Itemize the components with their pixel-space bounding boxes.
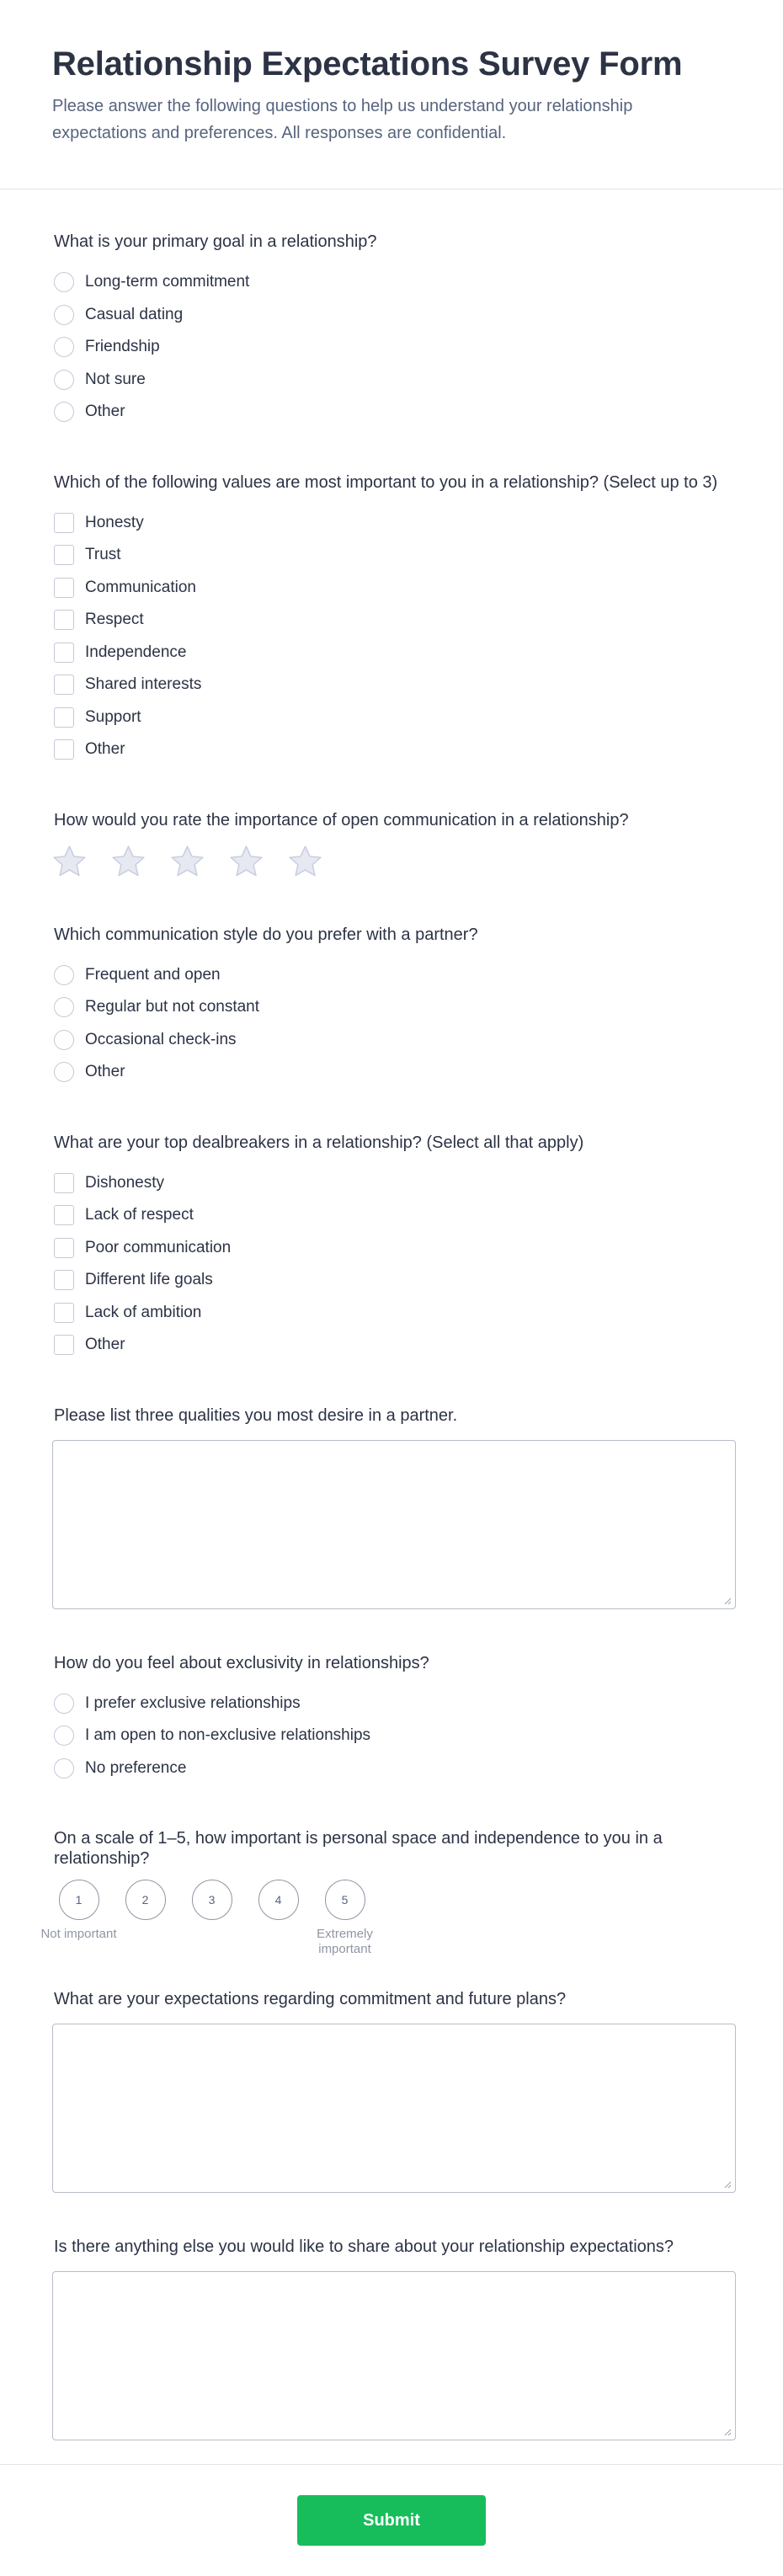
option-label: Honesty (85, 513, 144, 531)
scale-option-4[interactable]: 4 (258, 1880, 299, 1920)
option-label: I am open to non-exclusive relationships (85, 1726, 371, 1745)
form-description: Please answer the following questions to help us understand your relationship expectations and preferences. All responses are confidential. (52, 97, 633, 142)
scale-min-caption: Not important (40, 1927, 117, 1941)
option-label: Trust (85, 546, 121, 564)
star-icon[interactable] (168, 843, 206, 881)
checkbox-option[interactable] (54, 604, 736, 637)
question-commitment-expectations (54, 1989, 736, 2193)
scale-item (245, 1880, 312, 1957)
radio-option[interactable] (54, 1024, 736, 1057)
option-label: Other (85, 403, 125, 421)
scale-item (112, 1880, 178, 1957)
question-label: Is there anything else you would like to share about your relationship expectations? (54, 2237, 674, 2256)
checkbox-option[interactable] (54, 733, 736, 766)
checkbox-option[interactable] (54, 507, 736, 540)
option-label: Long-term commitment (85, 273, 250, 291)
checkbox[interactable] (54, 578, 74, 598)
option-label: Casual dating (85, 305, 184, 323)
checkbox-option[interactable] (54, 1264, 736, 1297)
scale-item (312, 1880, 378, 1957)
radio-option[interactable] (54, 364, 736, 397)
question-label: What are your top dealbreakers in a relationship? (Select all that apply) (54, 1133, 584, 1152)
option-label: Respect (85, 611, 144, 629)
checkbox-option[interactable] (54, 572, 736, 605)
radio-option[interactable] (54, 331, 736, 364)
scale-option-3[interactable]: 3 (192, 1880, 232, 1920)
checkbox[interactable] (54, 1205, 74, 1225)
option-label: Shared interests (85, 675, 202, 694)
radio-button[interactable] (54, 965, 74, 985)
checkbox[interactable] (54, 610, 74, 630)
option-label: Lack of ambition (85, 1303, 202, 1321)
checkbox-option[interactable] (54, 701, 736, 734)
option-label: Other (85, 1063, 125, 1081)
checkbox[interactable] (54, 675, 74, 695)
scale-max-caption: Extremely important (317, 1927, 373, 1956)
option-label: Not sure (85, 370, 146, 388)
option-label: Different life goals (85, 1271, 213, 1289)
form-header (0, 0, 783, 189)
scale-option-5[interactable]: 5 (325, 1880, 365, 1920)
option-label: Communication (85, 578, 196, 596)
option-label: Regular but not constant (85, 998, 260, 1016)
radio-option[interactable] (54, 266, 736, 299)
radio-option[interactable] (54, 396, 736, 429)
radio-button[interactable] (54, 1725, 74, 1746)
option-label: Support (85, 707, 141, 726)
checkbox-option[interactable] (54, 1232, 736, 1265)
radio-option[interactable] (54, 1688, 736, 1720)
qualities-textarea[interactable] (52, 1440, 736, 1609)
checkbox-option[interactable] (54, 539, 736, 572)
radio-option[interactable] (54, 959, 736, 992)
resize-handle-icon[interactable] (724, 2181, 732, 2189)
checkbox[interactable] (54, 1238, 74, 1258)
checkbox-option[interactable] (54, 1297, 736, 1330)
radio-button[interactable] (54, 272, 74, 292)
question-label: Please list three qualities you most desire in a partner. (54, 1405, 458, 1425)
option-label: Other (85, 740, 125, 759)
checkbox[interactable] (54, 739, 74, 760)
option-label: Poor communication (85, 1238, 232, 1256)
checkbox[interactable] (54, 1303, 74, 1323)
additional-comments-textarea[interactable] (52, 2271, 736, 2440)
star-icon[interactable] (51, 843, 88, 881)
radio-button[interactable] (54, 1030, 74, 1050)
checkbox-option[interactable] (54, 1329, 736, 1362)
option-label: Other (85, 1336, 125, 1354)
option-label: Dishonesty (85, 1173, 164, 1192)
option-label: No preference (85, 1758, 187, 1777)
checkbox[interactable] (54, 707, 74, 728)
question-communication-style (54, 925, 736, 1089)
radio-option[interactable] (54, 299, 736, 332)
question-label: Which communication style do you prefer with a partner? (54, 925, 478, 944)
option-label: I prefer exclusive relationships (85, 1693, 301, 1712)
question-exclusivity (54, 1653, 736, 1785)
question-label: What are your expectations regarding commitment and future plans? (54, 1990, 567, 2008)
scale-option-1[interactable]: 1 (59, 1880, 99, 1920)
checkbox[interactable] (54, 1173, 74, 1193)
question-desired-qualities (54, 1405, 736, 1609)
checkbox-option[interactable] (54, 1167, 736, 1200)
checkbox-option[interactable] (54, 669, 736, 701)
question-communication-rating (54, 810, 736, 881)
checkbox[interactable] (54, 513, 74, 533)
option-label: Lack of respect (85, 1206, 194, 1224)
question-dealbreakers (54, 1133, 736, 1362)
star-rating (51, 843, 736, 881)
radio-button[interactable] (54, 305, 74, 325)
radio-option[interactable] (54, 991, 736, 1024)
checkbox-option[interactable] (54, 637, 736, 669)
radio-button[interactable] (54, 370, 74, 390)
question-label: On a scale of 1–5, how important is personal space and independence to you in a relationship? (54, 1829, 663, 1868)
form-footer (0, 2464, 783, 2576)
question-important-values (54, 472, 736, 766)
question-label: How do you feel about exclusivity in relationships? (54, 1653, 429, 1672)
checkbox[interactable] (54, 1335, 74, 1355)
radio-button[interactable] (54, 1693, 74, 1714)
radio-button[interactable] (54, 1062, 74, 1082)
checkbox[interactable] (54, 1270, 74, 1290)
commitment-textarea[interactable] (52, 2024, 736, 2193)
option-label: Occasional check-ins (85, 1030, 237, 1048)
option-label: Independence (85, 643, 187, 661)
checkbox[interactable] (54, 643, 74, 663)
question-primary-goal (54, 232, 736, 429)
question-label: What is your primary goal in a relationship? (54, 232, 377, 251)
scale-option-2[interactable]: 2 (125, 1880, 166, 1920)
resize-handle-icon[interactable] (724, 2429, 732, 2436)
radio-button[interactable] (54, 997, 74, 1017)
form-title: Relationship Expectations Survey Form (52, 45, 683, 83)
radio-option[interactable] (54, 1056, 736, 1089)
resize-handle-icon[interactable] (724, 1597, 732, 1605)
star-icon[interactable] (286, 843, 324, 881)
scale-rating (40, 1880, 736, 1957)
radio-button[interactable] (54, 402, 74, 422)
option-label: Frequent and open (85, 965, 221, 984)
scale-item (178, 1880, 245, 1957)
radio-button[interactable] (54, 1758, 74, 1779)
question-personal-space-scale (40, 1828, 736, 1957)
question-label: How would you rate the importance of open communication in a relationship? (54, 810, 629, 829)
submit-button[interactable]: Submit (297, 2495, 486, 2546)
question-label: Which of the following values are most important to you in a relationship? (Select up to 3) (54, 472, 718, 492)
radio-option[interactable] (54, 1752, 736, 1785)
star-icon[interactable] (109, 843, 147, 881)
radio-option[interactable] (54, 1720, 736, 1752)
checkbox-option[interactable] (54, 1199, 736, 1232)
option-label: Friendship (85, 338, 160, 356)
checkbox[interactable] (54, 545, 74, 565)
scale-item (40, 1880, 117, 1957)
radio-button[interactable] (54, 337, 74, 357)
star-icon[interactable] (227, 843, 265, 881)
survey-form (0, 189, 783, 2440)
question-additional-comments (54, 2237, 736, 2440)
